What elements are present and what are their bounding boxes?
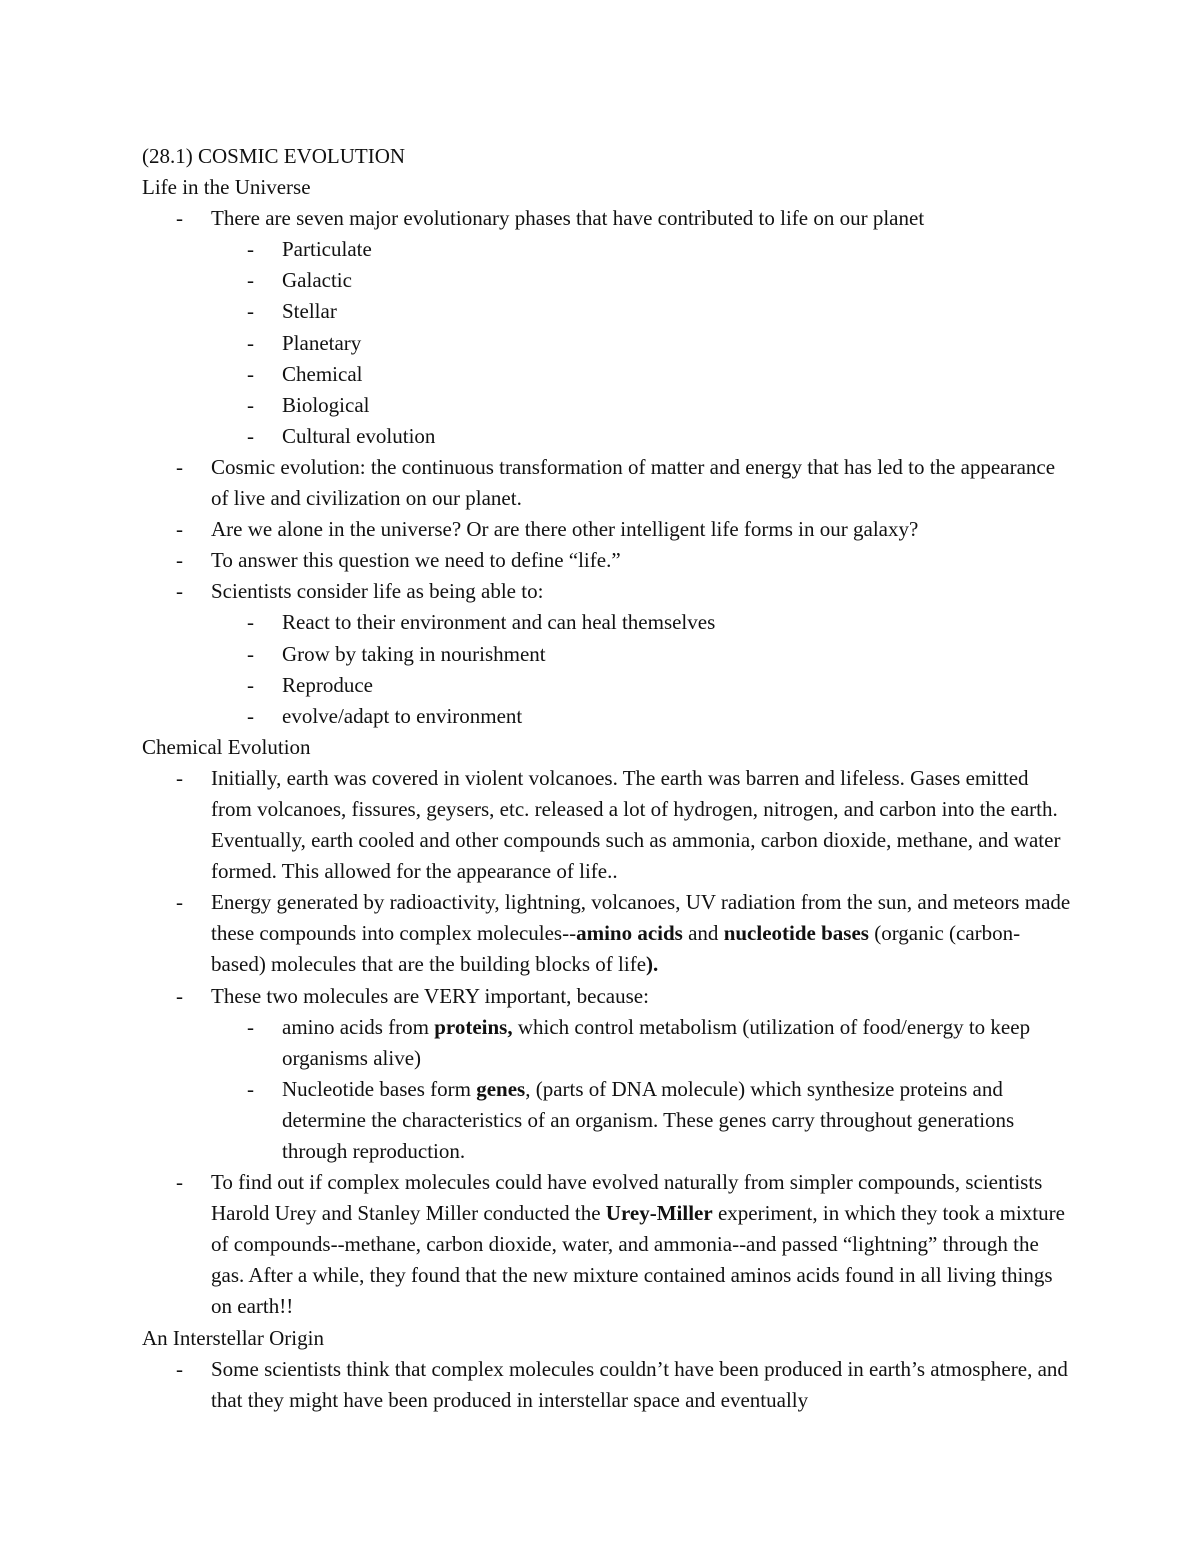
list-item (142, 887, 1072, 980)
list-item (142, 576, 1072, 731)
text-run: Energy generated by radioactivity, lightning, volcanoes, UV radiation from the sun, and meteors made these compounds into complex molecules-- (211, 890, 1071, 946)
sublist-item (142, 1012, 1072, 1074)
sublist-item-text: React to their environment and can heal themselves (282, 610, 716, 635)
interstellar-list (142, 1354, 1072, 1416)
sublist-item (142, 639, 1072, 670)
list-item-text: Initially, earth was covered in violent volcanoes. The earth was barren and lifeless. Gases emitted from volcanoes, fissures, geysers, etc. released a lot of hydrogen, nitrogen, and carbon into the earth. Eventually, earth cooled and other compounds such as ammonia, carbon dioxide, methane, and water formed. This allowed for the appearance of life.. (211, 765, 1061, 884)
section-heading-interstellar-origin: An Interstellar Origin (142, 1325, 324, 1350)
sublist-item-text: Particulate (282, 237, 372, 262)
sublist-item-text: Stellar (282, 299, 337, 324)
sublist-item-text (282, 1015, 1030, 1070)
bullet-dash: - (247, 330, 254, 355)
list-item-text: Cosmic evolution: the continuous transformation of matter and energy that has led to the appearance of live and civilization on our planet. (211, 454, 1056, 511)
bullet-dash: - (247, 703, 254, 728)
list-item-text: These two molecules are VERY important, because: (211, 983, 649, 1008)
abilities-sublist (211, 607, 1072, 731)
bullet-dash: - (247, 423, 254, 448)
bullet-dash: - (176, 1170, 183, 1195)
sublist-item-text: Grow by taking in nourishment (282, 641, 546, 666)
sublist-item-text: Biological (282, 392, 370, 417)
sublist-item-text (282, 1077, 1014, 1163)
sublist-item (142, 359, 1072, 390)
text-run: amino acids from (282, 1014, 435, 1039)
section-heading-chemical-evolution: Chemical Evolution (142, 734, 311, 759)
bullet-dash: - (247, 392, 254, 417)
chemical-evolution-list (142, 763, 1072, 1323)
text-run: To find out if complex molecules could have evolved naturally from simpler compounds, scientists Harold Urey and Stanley Miller conducted the (211, 1170, 1043, 1226)
bullet-dash: - (176, 983, 183, 1008)
sublist-item-text: evolve/adapt to environment (282, 703, 523, 728)
bold-term-urey-miller: Urey-Miller (605, 1201, 713, 1226)
bullet-dash: - (247, 1076, 254, 1101)
list-item (142, 763, 1072, 887)
text-run: (organic (carbon-based) molecules that are the building blocks of life (211, 921, 1021, 977)
sublist-item (142, 1074, 1072, 1167)
sublist-item (142, 234, 1072, 265)
bullet-dash: - (176, 890, 183, 915)
bullet-dash: - (176, 517, 183, 542)
bullet-dash: - (247, 268, 254, 293)
document-body (142, 141, 1072, 1416)
sublist-item (142, 296, 1072, 327)
bullet-dash: - (247, 299, 254, 324)
life-universe-list (142, 203, 1072, 732)
sublist-item-text: Planetary (282, 330, 362, 355)
bold-term-proteins: proteins, (434, 1014, 513, 1039)
list-item (142, 1354, 1072, 1416)
list-item (142, 514, 1072, 545)
bold-term-nucleotide-bases: nucleotide bases (723, 921, 869, 946)
document-title: (28.1) COSMIC EVOLUTION (142, 144, 406, 168)
text-run: Nucleotide bases form (282, 1076, 477, 1101)
text-run: , (parts of DNA molecule) which synthesize proteins and determine the characteristics of an organism. These genes carry throughout generations through reproduction. (282, 1076, 1015, 1163)
bullet-dash: - (247, 361, 254, 386)
list-item-text: There are seven major evolutionary phases that have contributed to life on our planet (211, 206, 925, 231)
bullet-dash: - (176, 579, 183, 604)
list-item (142, 981, 1072, 1168)
section-heading-life-in-the-universe: Life in the Universe (142, 175, 311, 200)
sublist-item-text: Galactic (282, 268, 352, 293)
text-run: and (682, 921, 724, 946)
bullet-dash: - (247, 641, 254, 666)
bullet-dash: - (247, 610, 254, 635)
sublist-item-text: Cultural evolution (282, 423, 436, 448)
bullet-dash: - (247, 672, 254, 697)
bullet-dash: - (247, 1014, 254, 1039)
bullet-dash: - (176, 1356, 183, 1381)
sublist-item (142, 701, 1072, 732)
list-item-text: Some scientists think that complex molecules couldn’t have been produced in earth’s atmosphere, and that they might have been produced in interstellar space and eventually (211, 1356, 1068, 1412)
list-item (142, 452, 1072, 514)
sublist-item-text: Chemical (282, 361, 363, 386)
bullet-dash: - (176, 548, 183, 573)
sublist-item (142, 607, 1072, 638)
bullet-dash: - (176, 206, 183, 231)
list-item (142, 1167, 1072, 1322)
bold-punctuation: ). (646, 952, 659, 977)
sublist-item (142, 328, 1072, 359)
bullet-dash: - (247, 237, 254, 262)
bullet-dash: - (176, 454, 183, 479)
molecules-sublist (211, 1012, 1072, 1167)
text-run: experiment, in which they took a mixture of compounds--methane, carbon dioxide, water, and ammonia--and passed “lightning” through the gas. After a while, they found that the new mixture contained aminos acids found in all living things on earth!! (211, 1201, 1065, 1319)
sublist-item (142, 265, 1072, 296)
bullet-dash: - (176, 765, 183, 790)
list-item-text (211, 1170, 1065, 1318)
list-item (142, 545, 1072, 576)
list-item-text: Are we alone in the universe? Or are there other intelligent life forms in our galaxy? (211, 517, 919, 542)
sublist-item (142, 670, 1072, 701)
sublist-item (142, 390, 1072, 421)
text-run: which control metabolism (utilization of food/energy to keep organisms alive) (282, 1014, 1031, 1070)
list-item (142, 203, 1072, 452)
phases-sublist (211, 234, 1072, 452)
list-item-text: To answer this question we need to define “life.” (211, 548, 621, 573)
sublist-item (142, 421, 1072, 452)
bold-term-amino-acids: amino acids (576, 921, 683, 946)
list-item-text: Scientists consider life as being able to: (211, 579, 544, 604)
bold-term-genes: genes (476, 1076, 526, 1101)
sublist-item-text: Reproduce (282, 672, 373, 697)
list-item-text (211, 890, 1070, 976)
